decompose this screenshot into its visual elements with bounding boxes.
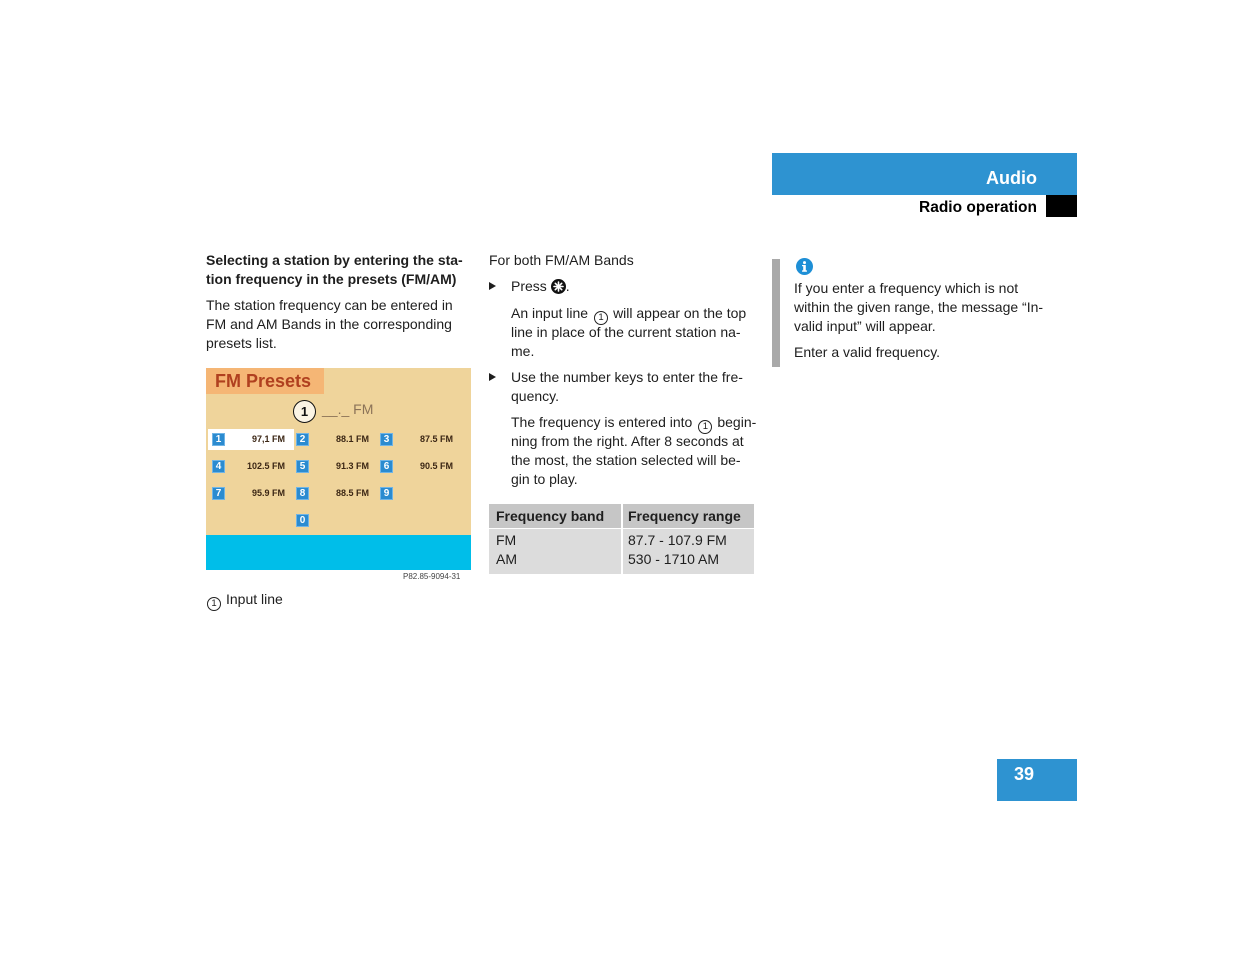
- preset-station: 87.5 FM: [419, 434, 453, 444]
- paragraph-line: If you enter a frequency which is not: [794, 280, 1019, 296]
- preset-1: [208, 429, 294, 450]
- frequency-table: [489, 504, 754, 574]
- column-header: Frequency range: [623, 504, 754, 528]
- table-body: [489, 529, 754, 574]
- figure-title-box: [206, 368, 324, 394]
- preset-station: 88.5 FM: [335, 488, 369, 498]
- paragraph-line: valid input” will appear.: [794, 318, 936, 334]
- paragraph-line: presets list.: [206, 335, 277, 351]
- table-cell: AM: [489, 550, 621, 574]
- step-press-detail: [511, 304, 746, 361]
- paragraph-line: ning from the right. After 8 seconds at: [511, 433, 744, 449]
- preset-station: 102.5 FM: [246, 461, 285, 471]
- bullet-arrow-icon: [489, 373, 496, 381]
- detail-text: will appear on the top: [613, 305, 747, 321]
- inline-marker: 1: [698, 420, 712, 434]
- preset-9: [376, 483, 460, 504]
- step-text: Use the number keys to enter the fre-: [511, 369, 743, 385]
- paragraph-line: within the given range, the message “In-: [794, 299, 1044, 315]
- section-header-bar: [772, 153, 1077, 195]
- paragraph-line: FM and AM Bands in the corresponding: [206, 316, 452, 332]
- preset-key: 2: [296, 433, 309, 446]
- preset-key: 8: [296, 487, 309, 500]
- paragraph-line: [511, 304, 746, 323]
- step-text: quency.: [511, 388, 559, 404]
- paragraph-line: the most, the station selected will be-: [511, 452, 741, 468]
- info-note-bar: [772, 259, 780, 367]
- paragraph-line: me.: [511, 343, 535, 359]
- paragraph-line: gin to play.: [511, 471, 578, 487]
- fm-presets-figure: [206, 368, 471, 570]
- preset-key: 1: [212, 433, 225, 446]
- step-press-button: [489, 277, 759, 296]
- bands-intro: For both FM/AM Bands: [489, 252, 634, 268]
- preset-grid: [208, 429, 460, 531]
- table-row: [489, 550, 754, 574]
- preset-2: [292, 429, 376, 450]
- preset-0: [292, 510, 376, 531]
- preset-key: 3: [380, 433, 393, 446]
- preset-7: [208, 483, 292, 504]
- step-number-keys-detail: [511, 413, 756, 489]
- figure-code: P82.85-9094-31: [403, 572, 461, 581]
- info-note-text: [794, 279, 1043, 336]
- preset-4: [208, 456, 292, 477]
- subsection-marker: [1046, 195, 1077, 217]
- preset-8: [292, 483, 376, 504]
- detail-text: The frequency is entered into: [511, 414, 693, 430]
- step-text: Press: [511, 278, 547, 294]
- table-cell: 530 - 1710 AM: [623, 550, 754, 574]
- page-number-box: [997, 759, 1077, 801]
- preset-station: 95.9 FM: [251, 488, 285, 498]
- preset-key: 5: [296, 460, 309, 473]
- preset-key: 0: [296, 514, 309, 527]
- star-button-icon: [551, 279, 566, 294]
- preset-station: 91.3 FM: [335, 461, 369, 471]
- step-end: .: [565, 278, 570, 294]
- section-heading: [206, 251, 463, 289]
- preset-key: 4: [212, 460, 225, 473]
- subsection-title: Radio operation: [919, 199, 1037, 216]
- preset-key: 6: [380, 460, 393, 473]
- heading-line: Selecting a station by entering the sta-: [206, 252, 463, 268]
- preset-3: [376, 429, 460, 450]
- figure-caption: [201, 590, 283, 609]
- preset-key: 7: [212, 487, 225, 500]
- preset-6: [376, 456, 460, 477]
- table-header-row: [489, 504, 754, 528]
- paragraph-line: line in place of the current station na-: [511, 324, 741, 340]
- info-note-action: Enter a valid frequency.: [794, 344, 941, 360]
- preset-station: 97,1 FM: [251, 434, 285, 444]
- detail-text: begin-: [717, 414, 757, 430]
- table-cell: 87.7 - 107.9 FM: [623, 529, 754, 550]
- bullet-arrow-icon: [489, 282, 496, 290]
- info-icon: [796, 258, 813, 275]
- figure-marker: 1: [293, 400, 316, 423]
- heading-line: tion frequency in the presets (FM/AM): [206, 271, 457, 287]
- preset-5: [292, 456, 376, 477]
- intro-paragraph: [206, 296, 453, 353]
- inline-marker: 1: [594, 311, 608, 325]
- page-number: 39: [1014, 764, 1035, 784]
- paragraph-line: [511, 413, 756, 432]
- caption-text: Input line: [226, 591, 283, 607]
- detail-text: An input line: [511, 305, 589, 321]
- table-cell: FM: [489, 529, 621, 550]
- input-line: __._ FM: [322, 401, 374, 417]
- column-header: Frequency band: [489, 504, 621, 528]
- caption-marker: 1: [207, 597, 221, 611]
- section-title: Audio: [986, 168, 1037, 188]
- step-number-keys: [489, 368, 759, 406]
- preset-key: 9: [380, 487, 393, 500]
- figure-status-band: [206, 535, 471, 570]
- table-row: [489, 529, 754, 550]
- figure-title: FM Presets: [215, 371, 312, 391]
- preset-station: 88.1 FM: [335, 434, 369, 444]
- paragraph-line: The station frequency can be entered in: [206, 297, 453, 313]
- preset-station: 90.5 FM: [419, 461, 453, 471]
